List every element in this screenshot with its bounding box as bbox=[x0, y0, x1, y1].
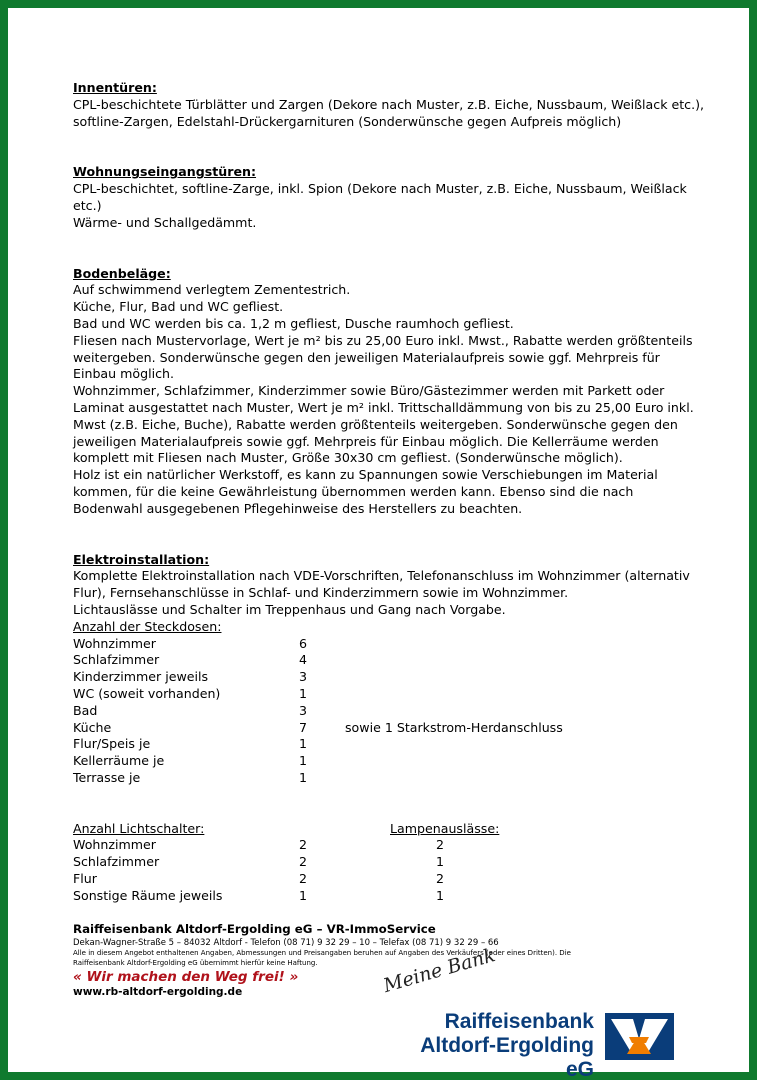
text-line: Holz ist ein natürlicher Werkstoff, es kann zu Spannungen sowie Verschiebungen im Material bbox=[73, 467, 658, 483]
text-line: kommen, für die keine Gewährleistung übernommen werden kann. Ebenso sind die nach bbox=[73, 483, 634, 499]
room-name: Flur/Speis je bbox=[73, 736, 151, 752]
table-row bbox=[73, 854, 713, 871]
switch-count: 2 bbox=[299, 854, 308, 870]
bank-address: Dekan-Wagner-Straße 5 – 84032 Altdorf - Telefon (08 71) 9 32 29 – 10 – Telefax (08 71) 9 32 29 – 66 bbox=[73, 938, 499, 948]
room-name: Flur bbox=[73, 871, 97, 887]
bank-name: Raiffeisenbank Altdorf-Ergolding eG – VR-ImmoService bbox=[73, 922, 436, 936]
text-line: Auf schwimmend verlegtem Zementestrich. bbox=[73, 282, 351, 298]
room-name: WC (soweit vorhanden) bbox=[73, 685, 221, 701]
socket-count: 3 bbox=[299, 669, 308, 685]
table-row bbox=[73, 720, 713, 737]
room-name: Wohnzimmer bbox=[73, 837, 156, 853]
socket-count: 1 bbox=[299, 753, 308, 769]
lamp-count: 2 bbox=[436, 837, 445, 853]
text-line: Wärme- und Schallgedämmt. bbox=[73, 214, 257, 230]
lamp-count: 2 bbox=[436, 871, 445, 887]
lamp-count: 1 bbox=[436, 887, 445, 903]
section-title: Bodenbeläge: bbox=[73, 265, 171, 281]
text-line: Einbau möglich. bbox=[73, 366, 175, 382]
lampenauslaesse-heading: Lampenauslässe: bbox=[390, 820, 500, 836]
section-title: Innentüren: bbox=[73, 80, 157, 95]
room-name: Sonstige Räume jeweils bbox=[73, 887, 223, 903]
table-row bbox=[73, 871, 713, 888]
table-row bbox=[73, 888, 713, 905]
switch-count: 2 bbox=[299, 837, 308, 853]
text-line: Mwst (z.B. Eiche, Buche), Rabatte werden größtenteils weitergeben. Sonderwünsche gegen den bbox=[73, 416, 678, 432]
room-name: Schlafzimmer bbox=[73, 854, 160, 870]
text-line: Bodenwahl ausgegebenen Pflegehinweise des Herstellers zu beachten. bbox=[73, 500, 523, 516]
steckdosen-heading: Anzahl der Steckdosen: bbox=[73, 618, 222, 634]
logo-tagline: Meine Bank bbox=[380, 944, 498, 997]
logo-name bbox=[389, 1010, 594, 1082]
socket-count: 6 bbox=[299, 635, 308, 651]
room-name: Terrasse je bbox=[73, 769, 141, 785]
socket-count: 7 bbox=[299, 719, 308, 735]
section-bodenbelaege bbox=[73, 266, 713, 518]
text-line: CPL-beschichtete Türblätter und Zargen (Dekore nach Muster, z.B. Eiche, Nussbaum, Weißlack etc.), bbox=[73, 96, 705, 112]
switch-count: 2 bbox=[299, 871, 308, 887]
section-title: Wohnungseingangstüren: bbox=[73, 164, 257, 180]
lichtschalter-heading: Anzahl Lichtschalter: bbox=[73, 820, 205, 836]
section-wohnungseingangstueren bbox=[73, 164, 713, 231]
room-name: Schlafzimmer bbox=[73, 652, 160, 668]
section-elektroinstallation bbox=[73, 552, 713, 905]
text-line: Flur), Fernsehanschlüsse in Schlaf- und Kinderzimmern sowie im Wohnzimmer. bbox=[73, 585, 569, 601]
watermark bbox=[40, 1029, 110, 1041]
footer bbox=[73, 922, 673, 999]
table-row bbox=[73, 669, 713, 686]
text-line: Lichtauslässe und Schalter im Treppenhaus und Gang nach Vorgabe. bbox=[73, 601, 506, 617]
socket-count: 1 bbox=[299, 736, 308, 752]
table-row bbox=[73, 703, 713, 720]
table-row bbox=[73, 837, 713, 854]
text-line: Laminat ausgestattet nach Muster, Wert je m² inkl. Trittschalldämmung von bis zu 25,00 Euro inkl. bbox=[73, 399, 694, 415]
table-row bbox=[73, 770, 713, 787]
switch-count: 1 bbox=[299, 887, 308, 903]
socket-count: 4 bbox=[299, 652, 308, 668]
section-title: Elektroinstallation: bbox=[73, 551, 210, 567]
logo-name-line1: Raiffeisenbank bbox=[444, 1010, 594, 1033]
socket-count: 1 bbox=[299, 769, 308, 785]
text-line: Komplette Elektroinstallation nach VDE-Vorschriften, Telefonanschluss im Wohnzimmer (alternativ bbox=[73, 568, 690, 584]
table-row bbox=[73, 736, 713, 753]
table-row bbox=[73, 636, 713, 653]
logo-name-line2: Altdorf-Ergolding eG bbox=[420, 1034, 594, 1081]
text-line: Küche, Flur, Bad und WC gefliest. bbox=[73, 299, 284, 315]
document-body bbox=[73, 80, 713, 905]
slogan: « Wir machen den Weg frei! » bbox=[73, 969, 299, 985]
website-link[interactable]: www.rb-altdorf-ergolding.de bbox=[73, 986, 243, 998]
table-row bbox=[73, 753, 713, 770]
text-line: Wohnzimmer, Schlafzimmer, Kinderzimmer sowie Büro/Gästezimmer werden mit Parkett oder bbox=[73, 383, 665, 399]
text-line: softline-Zargen, Edelstahl-Drückergarnituren (Sonderwünsche gegen Aufpreis möglich) bbox=[73, 113, 622, 129]
section-innentueren bbox=[73, 80, 713, 130]
room-name: Bad bbox=[73, 702, 98, 718]
disclaimer-line: Raiffeisenbank Altdorf-Ergolding eG übernimmt hierfür keine Haftung. bbox=[73, 958, 318, 967]
table-row bbox=[73, 686, 713, 703]
table-row bbox=[73, 652, 713, 669]
disclaimer-line: Alle in diesem Angebot enthaltenen Angaben, Abmessungen und Preisangaben beruhen auf Angaben des Verkäufers (oder eines Dritten). Die bbox=[73, 949, 571, 957]
text-line: Fliesen nach Mustervorlage, Wert je m² bis zu 25,00 Euro inkl. Mwst., Rabatte werden größtenteils bbox=[73, 332, 693, 348]
table-header bbox=[73, 821, 713, 838]
text-line: weitergeben. Sonderwünsche gegen den jeweiligen Materialaufpreis sowie ggf. Mehrpreis für bbox=[73, 349, 660, 365]
room-name: Kellerräume je bbox=[73, 753, 165, 769]
room-name: Kinderzimmer jeweils bbox=[73, 669, 209, 685]
text-line: Bad und WC werden bis ca. 1,2 m gefliest, Dusche raumhoch gefliest. bbox=[73, 315, 514, 331]
text-line: komplett mit Fliesen nach Muster, Größe 30x30 cm gefliest. (Sonderwünsche möglich). bbox=[73, 450, 623, 466]
socket-count: 1 bbox=[299, 685, 308, 701]
room-name: Küche bbox=[73, 719, 112, 735]
text-line: jeweiligen Materialaufpreis sowie ggf. Mehrpreis für Einbau möglich. Die Kellerräume werden bbox=[73, 433, 659, 449]
socket-note: sowie 1 Starkstrom-Herdanschluss bbox=[345, 719, 563, 735]
text-line: CPL-beschichtet, softline-Zarge, inkl. Spion (Dekore nach Muster, z.B. Eiche, Nussbaum, Weißlack etc.) bbox=[73, 181, 687, 213]
room-name: Wohnzimmer bbox=[73, 635, 156, 651]
steckdosen-table bbox=[73, 636, 713, 787]
socket-count: 3 bbox=[299, 702, 308, 718]
raiffeisen-logo-icon bbox=[605, 1013, 674, 1060]
lichtschalter-table bbox=[73, 821, 713, 905]
lamp-count: 1 bbox=[436, 854, 445, 870]
